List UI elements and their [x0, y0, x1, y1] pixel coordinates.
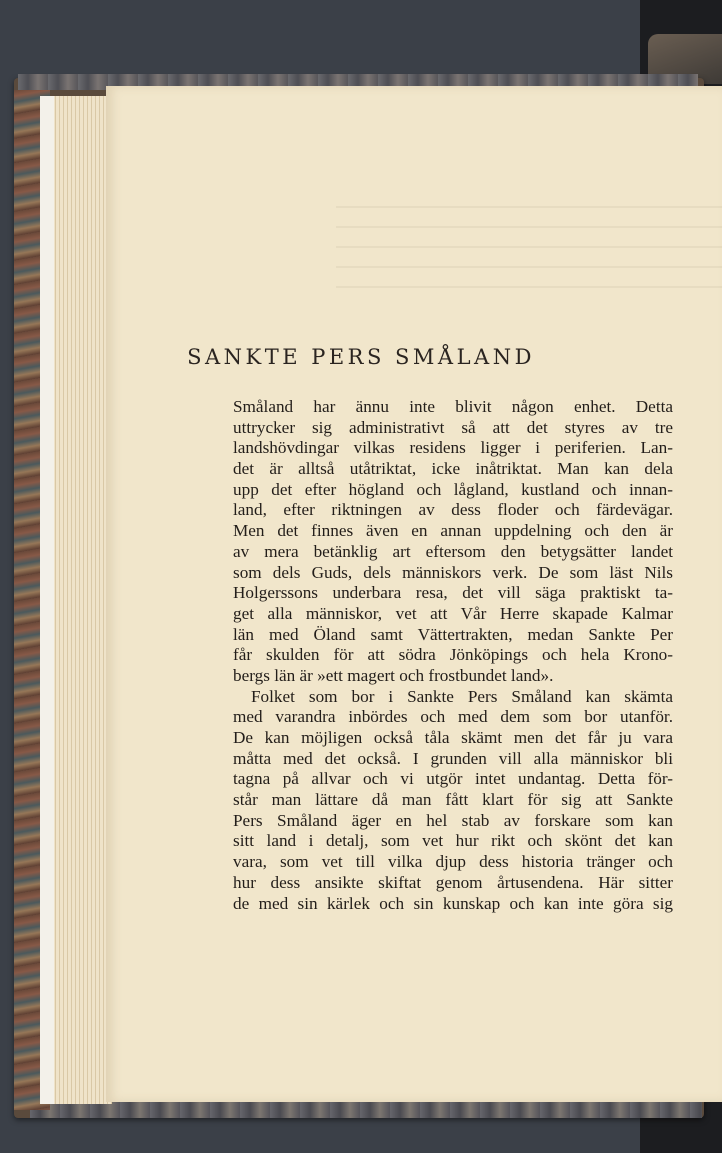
text-line: får skulden för att södra Jönköpings och hela Krono-	[233, 645, 673, 665]
text-line: sitt land i detalj, som vet hur rikt och skönt det kan	[233, 831, 673, 851]
text-line: De kan möjligen också tåla skämt men det får ju vara	[233, 728, 673, 747]
text-line: måtta med det också. I grunden vill alla människor bli	[233, 748, 673, 768]
text-line: med varandra inbördes och med dem som bor utanför.	[233, 707, 673, 727]
text-line: av mera betänklig art eftersom den betygsätter landet	[233, 541, 673, 561]
bleed-through	[336, 226, 722, 228]
text-line: get alla människor, vet att Vår Herre skapade Kalmar	[233, 603, 673, 623]
bleed-through	[336, 286, 722, 288]
text-line: uttrycker sig administrativt så att det styres av tre	[233, 417, 673, 437]
bleed-through	[336, 206, 722, 208]
body-text	[233, 397, 673, 914]
text-line: Men det finnes även en annan uppdelning och den är	[233, 521, 673, 541]
text-line: bergs län är »ett magert och frostbundet land».	[233, 665, 554, 685]
text-line: Folket som bor i Sankte Pers Småland kan skämta	[251, 686, 673, 706]
text-line: som dels Guds, dels människors verk. De som läst Nils	[233, 562, 673, 582]
text-line: Småland har ännu inte blivit någon enhet. Detta	[233, 397, 673, 416]
text-line: landshövdingar vilkas residens ligger i periferien. Lan-	[233, 438, 673, 458]
page-edge-highlight	[40, 96, 54, 1104]
text-line: land, efter riktningen av dess floder och färdevägar.	[233, 500, 673, 520]
text-line: vara, som vet till vilka djup dess historia tränger och	[233, 852, 673, 872]
text-line: Holgerssons underbara resa, det vill säga praktiskt ta-	[233, 583, 673, 603]
bleed-through	[336, 266, 722, 268]
text-line: står man lättare då man fått klart för sig att Sankte	[233, 790, 673, 810]
text-line: län med Öland samt Vättertrakten, medan Sankte Per	[233, 624, 673, 644]
text-line: upp det efter högland och lågland, kustland och innan-	[233, 479, 673, 499]
bleed-through	[336, 246, 722, 248]
page-title: SANKTE PERS SMÅLAND	[187, 345, 535, 369]
text-line: de med sin kärlek och sin kunskap och kan inte göra sig	[233, 893, 673, 913]
text-line: tagna på allvar och vi utgör intet undantag. Detta för-	[233, 769, 673, 789]
text-line: Pers Småland äger en hel stab av forskare som kan	[233, 810, 673, 830]
text-line: det är alltså utåtriktat, icke inåtriktat. Man kan dela	[233, 459, 673, 479]
text-line: hur dess ansikte skiftat genom årtusendena. Här sitter	[233, 872, 673, 892]
